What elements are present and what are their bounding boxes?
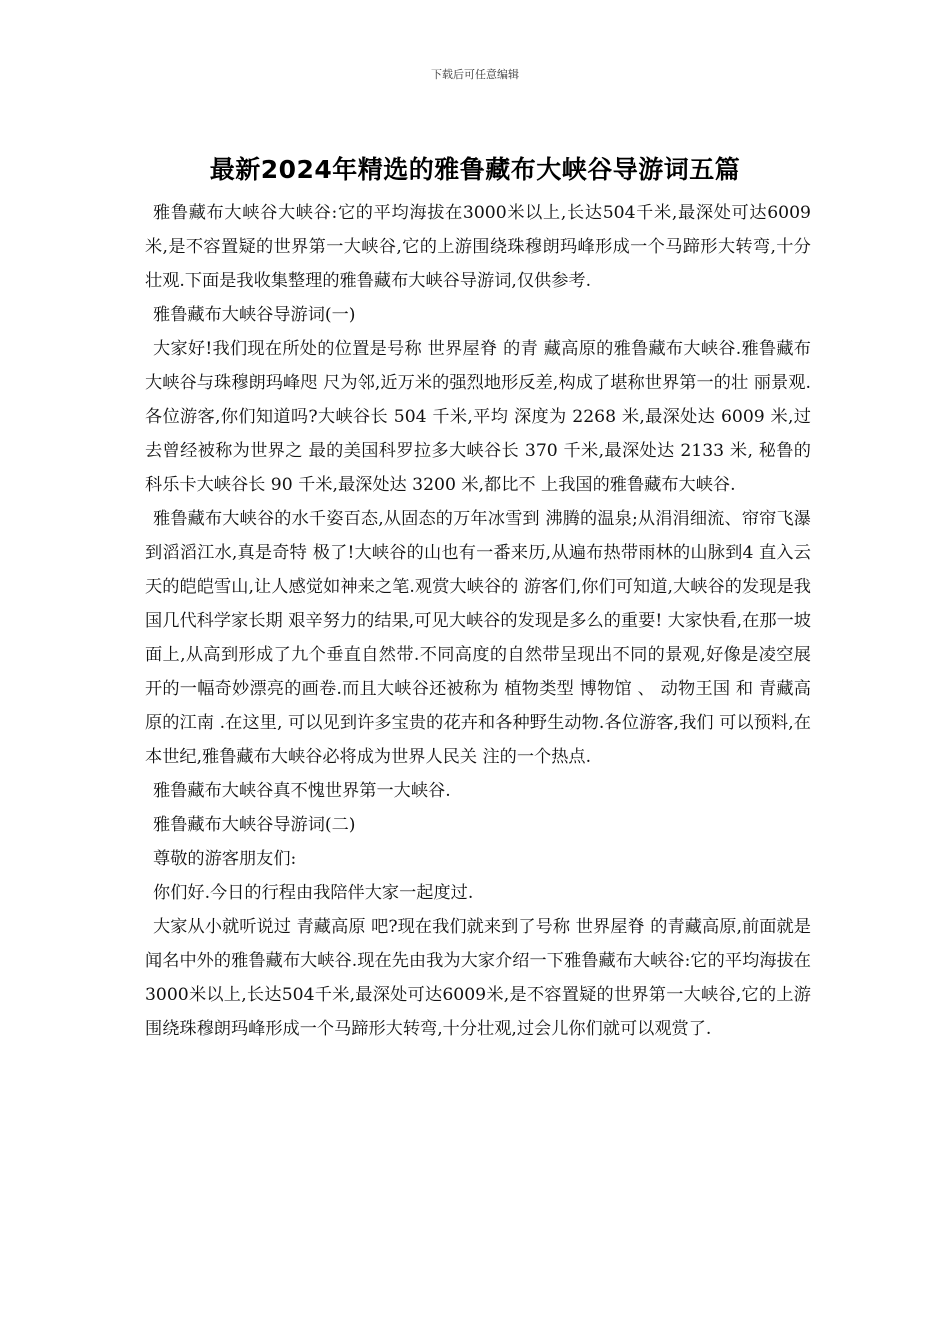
header-note: 下载后可任意编辑 — [431, 68, 519, 81]
body-paragraph: 雅鲁藏布大峡谷真不愧世界第一大峡谷. — [153, 781, 451, 801]
body-paragraph: 雅鲁藏布大峡谷的水千姿百态,从固态的万年冰雪到 沸腾的温泉;从涓涓细流、帘帘飞瀑到滔滔江水,真是奇特 极了!大峡谷的山也有一番来历,从遍布热带雨林的山脉到4 直入云天的皑皑雪山,让人感觉如神来之笔.观赏大峡谷的 游客们,你们可知道,大峡谷的发现是我国几代科学家长期 艰辛努力的结果,可见大峡谷的发现是多么的重要! 大家快看,在那一坡面上,从高到形成了九个垂直自然带.不同高度的自然带呈现出不同的景观,好像是凌空展 开的一幅奇妙漂亮的画卷.而且大峡谷还被称为 植物类型 博物馆 、 动物王国 和 青藏高原的江南 .在这里, 可以见到许多宝贵的花卉和各种野生动物.各位游客,我们 可以预料,在本世纪,雅鲁藏布大峡谷必将成为世界人民关 注的一个热点. — [145, 509, 811, 767]
document-title: 最新2024年精选的雅鲁藏布大峡谷导游词五篇 — [209, 155, 741, 184]
greeting-line: 你们好.今日的行程由我陪伴大家一起度过. — [153, 883, 474, 903]
document-body — [145, 196, 811, 1046]
section-heading-two: 雅鲁藏布大峡谷导游词(二) — [153, 815, 356, 835]
body-paragraph: 大家好!我们现在所处的位置是号称 世界屋脊 的青 藏高原的雅鲁藏布大峡谷.雅鲁藏布大峡谷与珠穆朗玛峰咫 尺为邻,近万米的强烈地形反差,构成了堪称世界第一的壮 丽景观.各位游客,你们知道吗?大峡谷长 504 千米,平均 深度为 2268 米,最深处达 6009 米,过去曾经被称为世界之 最的美国科罗拉多大峡谷长 370 千米,最深处达 2133 米, 秘鲁的科乐卡大峡谷长 90 千米,最深处达 3200 米,都比不 上我国的雅鲁藏布大峡谷. — [145, 339, 811, 495]
section-heading-one: 雅鲁藏布大峡谷导游词(一) — [153, 305, 356, 325]
intro-paragraph: 雅鲁藏布大峡谷大峡谷:它的平均海拔在3000米以上,长达504千米,最深处可达6009米,是不容置疑的世界第一大峡谷,它的上游围绕珠穆朗玛峰形成一个马蹄形大转弯,十分壮观.下面是我收集整理的雅鲁藏布大峡谷导游词,仅供参考. — [145, 203, 811, 291]
body-paragraph: 大家从小就听说过 青藏高原 吧?现在我们就来到了号称 世界屋脊 的青藏高原,前面就是闻名中外的雅鲁藏布大峡谷.现在先由我为大家介绍一下雅鲁藏布大峡谷:它的平均海拔在3000米以上,长达504千米,最深处可达6009米,是不容置疑的世界第一大峡谷,它的上游围绕珠穆朗玛峰形成一个马蹄形大转弯,十分壮观,过会儿你们就可以观赏了. — [145, 917, 811, 1039]
salutation: 尊敬的游客朋友们: — [153, 849, 297, 869]
